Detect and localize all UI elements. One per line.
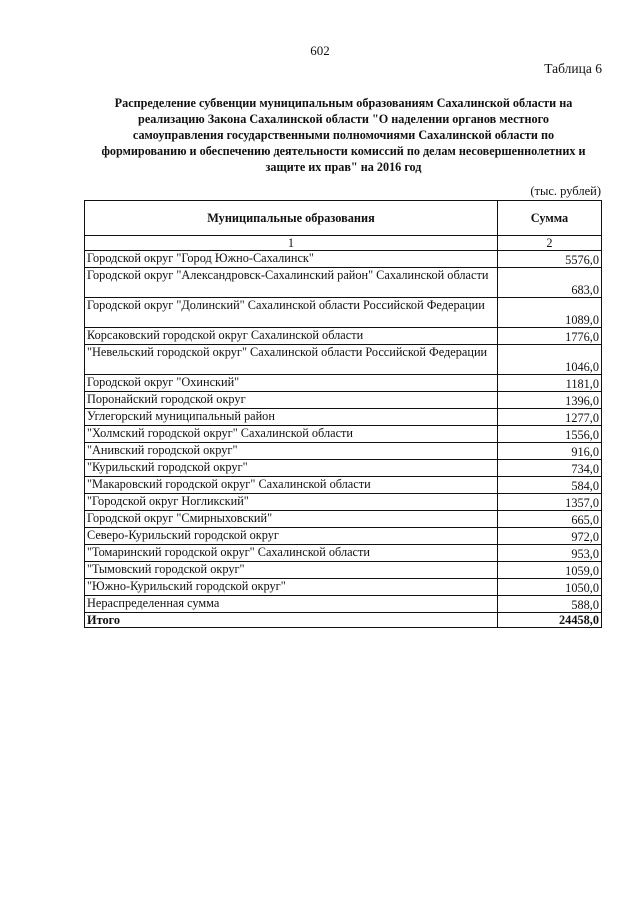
title-line: формированию и обеспечению деятельности комиссий по делам несовершеннолетних и — [101, 144, 586, 158]
header-municipalities: Муниципальные образования — [85, 201, 498, 236]
header-row — [85, 201, 602, 236]
municipality-name: Городской округ "Александровск-Сахалинский район" Сахалинской области — [85, 268, 498, 298]
title-line: самоуправления государственными полномочиями Сахалинской области по — [132, 128, 555, 142]
table-row — [85, 298, 602, 328]
municipality-sum: 1089,0 — [497, 298, 601, 328]
municipality-name: Городской округ "Долинский" Сахалинской области Российской Федерации — [85, 298, 498, 328]
column-number-2: 2 — [497, 236, 601, 251]
title-line: Распределение субвенции муниципальным образованиям Сахалинской области на — [114, 96, 573, 110]
municipality-name: Корсаковский городской округ Сахалинской области — [85, 328, 498, 345]
municipality-sum: 972,0 — [497, 528, 601, 545]
table-row — [85, 528, 602, 545]
table-row — [85, 579, 602, 596]
municipality-sum: 1357,0 — [497, 494, 601, 511]
municipality-sum: 734,0 — [497, 460, 601, 477]
page-number: 602 — [310, 43, 330, 58]
municipality-name: Северо-Курильский городской округ — [85, 528, 498, 545]
municipality-sum: 1776,0 — [497, 328, 601, 345]
table-row — [85, 375, 602, 392]
municipality-sum: 953,0 — [497, 545, 601, 562]
municipality-name: "Холмский городской округ" Сахалинской области — [85, 426, 498, 443]
table-row — [85, 460, 602, 477]
municipality-name: Городской округ "Смирныховский" — [85, 511, 498, 528]
municipality-sum: 588,0 — [497, 596, 601, 613]
municipality-name: "Томаринский городской округ" Сахалинской области — [85, 545, 498, 562]
title-line: защите их прав" на 2016 год — [265, 160, 422, 174]
municipality-name: Городской округ "Охинский" — [85, 375, 498, 392]
table-row — [85, 545, 602, 562]
municipality-sum: 5576,0 — [497, 251, 601, 268]
municipality-sum: 1059,0 — [497, 562, 601, 579]
municipality-name: Городской округ "Город Южно-Сахалинск" — [85, 251, 498, 268]
municipality-name: "Невельский городской округ" Сахалинской области Российской Федерации — [85, 345, 498, 375]
table-row — [85, 345, 602, 375]
municipality-name: Углегорский муниципальный район — [85, 409, 498, 426]
municipality-sum: 665,0 — [497, 511, 601, 528]
table-row — [85, 409, 602, 426]
municipality-sum: 916,0 — [497, 443, 601, 460]
municipality-sum: 584,0 — [497, 477, 601, 494]
municipality-name: Поронайский городской округ — [85, 392, 498, 409]
municipality-sum: 683,0 — [497, 268, 601, 298]
column-number-1: 1 — [85, 236, 498, 251]
municipality-sum: 1046,0 — [497, 345, 601, 375]
municipality-name: "Анивский городской округ" — [85, 443, 498, 460]
municipality-name: "Макаровский городской округ" Сахалинской области — [85, 477, 498, 494]
municipality-name: "Городской округ Ногликский" — [85, 494, 498, 511]
table-row — [85, 494, 602, 511]
municipality-name: Нераспределенная сумма — [85, 596, 498, 613]
table-row — [85, 328, 602, 345]
table-row — [85, 268, 602, 298]
table-row — [85, 392, 602, 409]
table-row — [85, 251, 602, 268]
total-row — [85, 613, 602, 628]
header-sum: Сумма — [497, 201, 601, 236]
table-row — [85, 426, 602, 443]
municipality-name: "Южно-Курильский городской округ" — [85, 579, 498, 596]
unit-label: (тыс. рублей) — [530, 184, 601, 198]
table-row — [85, 443, 602, 460]
municipality-sum: 1396,0 — [497, 392, 601, 409]
title-line: реализацию Закона Сахалинской области "О наделении органов местного — [138, 112, 549, 126]
municipality-sum: 1181,0 — [497, 375, 601, 392]
table-row — [85, 511, 602, 528]
total-sum: 24458,0 — [497, 613, 601, 628]
table-row — [85, 596, 602, 613]
document-title — [86, 95, 601, 175]
municipality-name: "Тымовский городской округ" — [85, 562, 498, 579]
municipality-name: "Курильский городской округ" — [85, 460, 498, 477]
table-label: Таблица 6 — [544, 61, 602, 76]
municipality-sum: 1556,0 — [497, 426, 601, 443]
municipality-sum: 1277,0 — [497, 409, 601, 426]
total-label: Итого — [85, 613, 498, 628]
table-row — [85, 562, 602, 579]
municipality-sum: 1050,0 — [497, 579, 601, 596]
column-number-row — [85, 236, 602, 251]
subvention-table — [84, 200, 602, 628]
table-row — [85, 477, 602, 494]
